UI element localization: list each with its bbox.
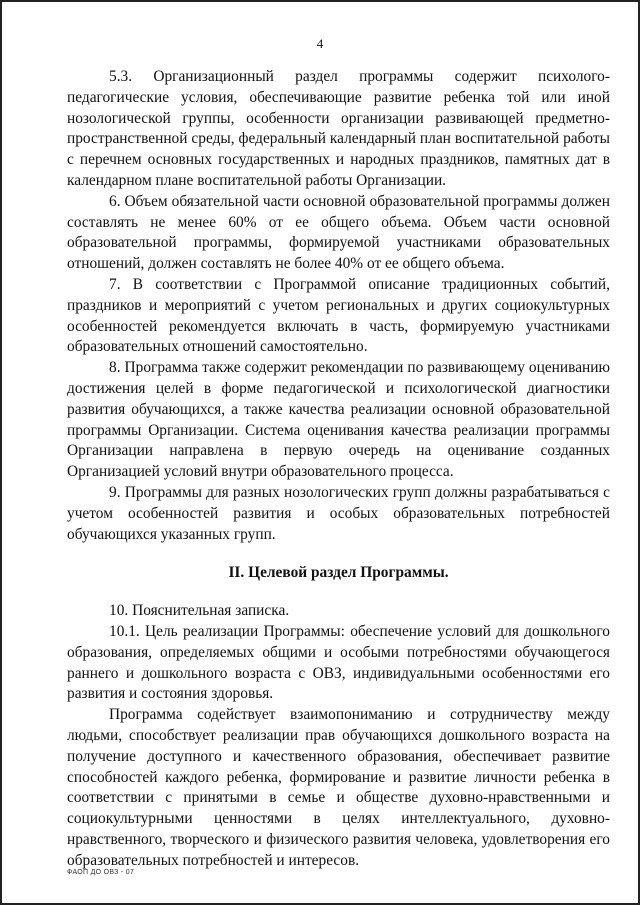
paragraph-7: 7. В соответствии с Программой описание традиционных событий, праздников и мероприятий с учетом региональных и других социокультурных особенностей рекомендуется включать в часть, формируемую участниками образовательных отношений самостоятельно. xyxy=(67,275,610,356)
paragraph-10: 10. Пояснительная записка. xyxy=(109,602,290,620)
paragraph-6: 6. Объем обязательной части основной образовательной программы должен составлять не менее 60% от ее общего объема. Объем части основной образовательной программы, формируемой участниками образовательных отношений, должен составлять не более 40% от ее общего объема. xyxy=(67,192,610,273)
paragraph-9: 9. Программы для разных нозологических групп должны разрабатываться с учетом особенностей развития и особых образовательных потребностей обучающихся указанных групп. xyxy=(67,483,610,543)
paragraph-program-goals: Программа содействует взаимопониманию и сотрудничеству между людьми, способствует реализации прав обучающихся дошкольного возраста на получение доступного и качественного образования, обеспечивает развитие способностей каждого ребенка, формирование и развитие личности ребенка в соответствии с принятыми в семье и обществе духовно-нравственными и социокультурными ценностями в целях интеллектуального, духовно-нравственного, творческого и физического развития человека, удовлетворения его образовательных потребностей и интересов. xyxy=(67,706,610,869)
document-body xyxy=(67,67,610,871)
page-number: 4 xyxy=(316,36,324,51)
paragraph-5-3: 5.3. Организационный раздел программы содержит психолого-педагогические условия, обеспечивающие развитие ребенка той или иной нозологической группы, особенности организации развивающей предметно-пространственной среды, федеральный календарный план воспитательной работы с перечнем основных государственных и народных праздников, памятных дат в календарном плане воспитательной работы Организации. xyxy=(67,68,610,189)
paragraph-10-1: 10.1. Цель реализации Программы: обеспечение условий для дошкольного образования, определяемых общими и особыми потребностями обучающегося раннего и дошкольного возраста с ОВЗ, индивидуальными особенностями его развития и состояния здоровья. xyxy=(67,622,610,703)
paragraph-8: 8. Программа также содержит рекомендации по развивающему оцениванию достижения целей в форме педагогической и психологической диагностики развития обучающихся, а также качества реализации основной образовательной программы Организации. Система оценивания качества реализации программы Организации направлена в первую очередь на оценивание созданных Организацией условий внутри образовательного процесса. xyxy=(67,359,610,481)
section-heading: II. Целевой раздел Программы. xyxy=(228,564,449,582)
document-footer: ФАОП ДО ОВЗ - 07 xyxy=(67,869,135,876)
